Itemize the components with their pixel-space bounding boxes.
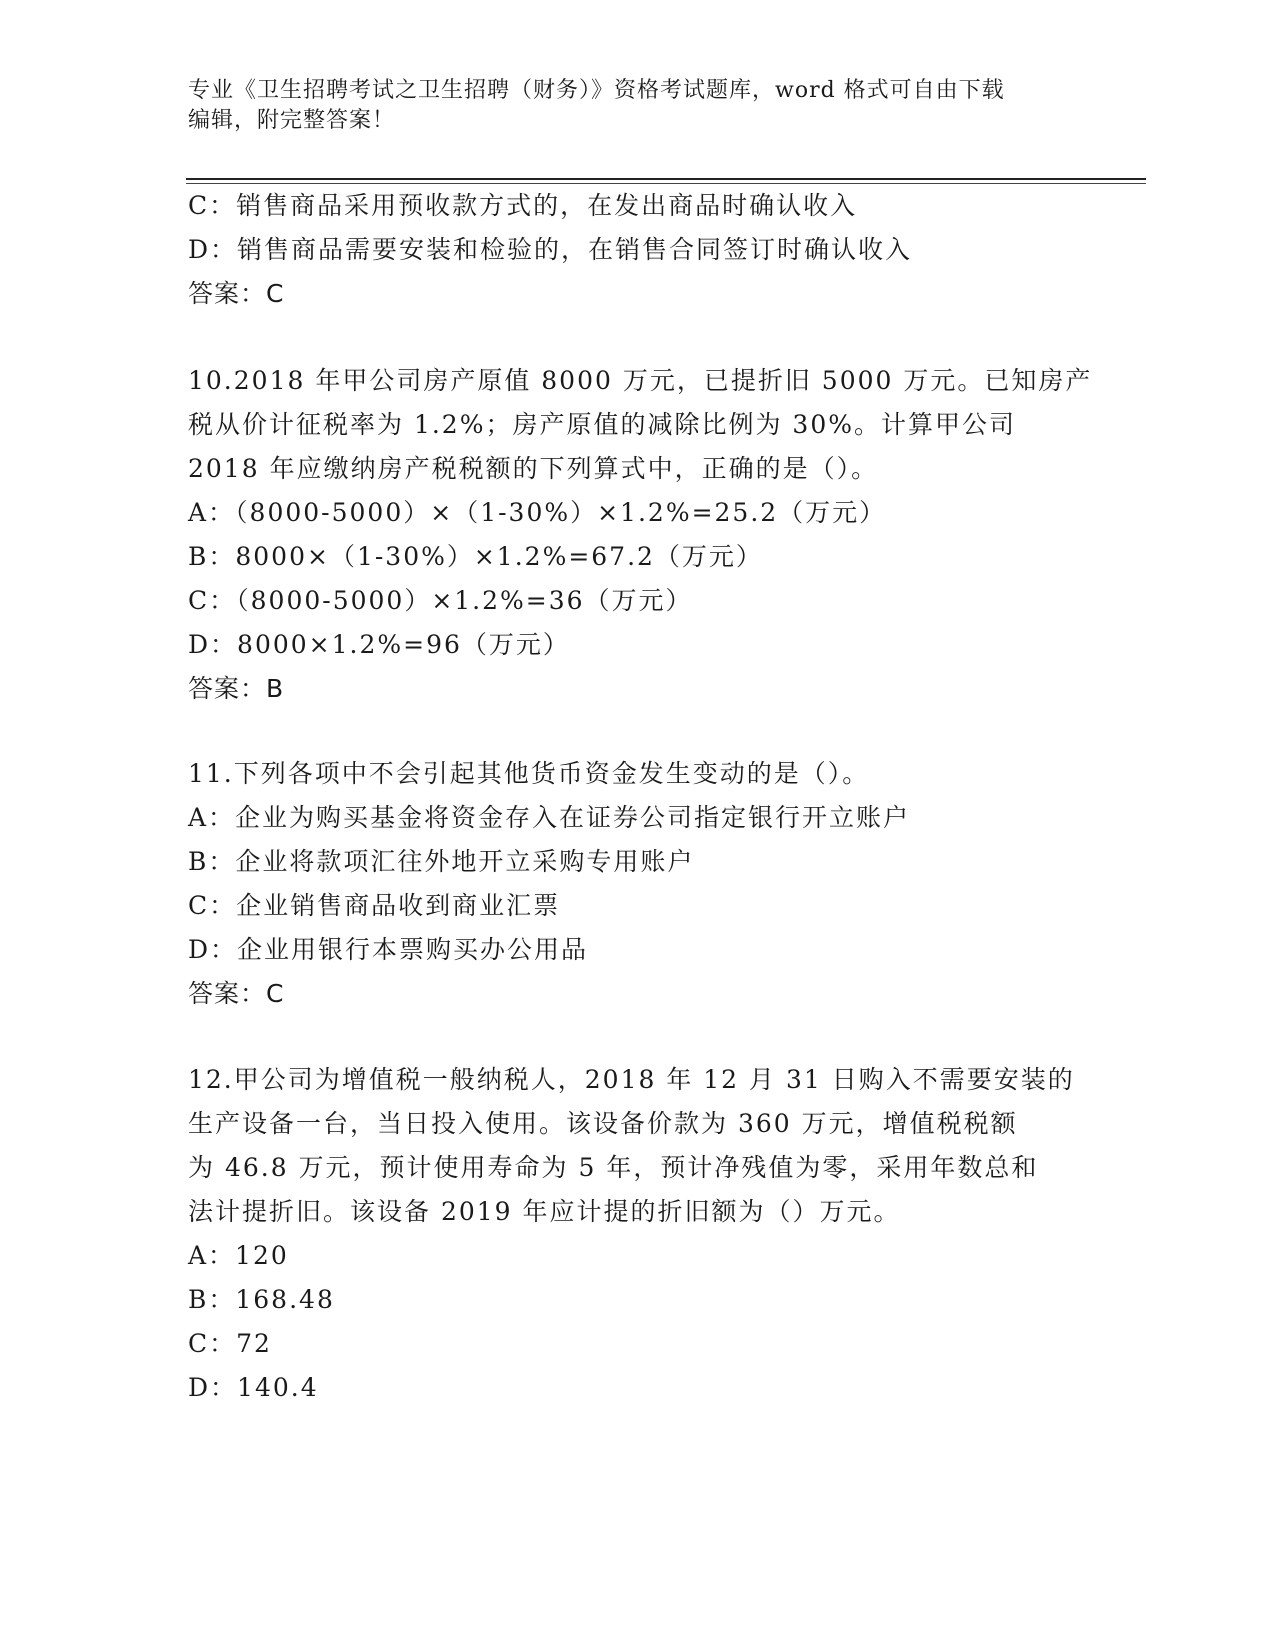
q10-option-b: B：8000×（1-30%）×1.2%=67.2（万元） [188,542,763,571]
q10-option-c: C：（8000-5000）×1.2%=36（万元） [188,586,693,615]
header-divider-thin [186,183,1146,184]
q10-stem-line-1: 10.2018 年甲公司房产原值 8000 万元，已提折旧 5000 万元。已知房产 [188,366,1093,395]
q9-option-d: D：销售商品需要安装和检验的，在销售合同签订时确认收入 [188,235,913,264]
document-header [188,76,1088,136]
q11-stem-line-1: 11.下列各项中不会引起其他货币资金发生变动的是（）。 [188,759,870,788]
q12-stem-line-1: 12.甲公司为增值税一般纳税人，2018 年 12 月 31 日购入不需要安装的 [188,1065,1075,1094]
q9-answer: 答案：C [188,279,285,308]
q10-option-d: D：8000×1.2%=96（万元） [188,630,570,659]
q12-option-a: A：120 [188,1241,289,1270]
q11-option-c: C：企业销售商品收到商业汇票 [188,891,561,920]
q10-option-a: A：（8000-5000）×（1-30%）×1.2%=25.2（万元） [188,498,887,527]
q11-answer: 答案：C [188,979,285,1008]
header-line-1: 专业《卫生招聘考试之卫生招聘（财务）》资格考试题库，word 格式可自由下载 [188,78,1005,103]
q12-stem-line-2: 生产设备一台，当日投入使用。该设备价款为 360 万元，增值税税额 [188,1109,1018,1138]
q11-option-d: D：企业用银行本票购买办公用品 [188,935,589,964]
q10-stem-line-3: 2018 年应缴纳房产税税额的下列算式中，正确的是（）。 [188,454,879,483]
q11-option-b: B：企业将款项汇往外地开立采购专用账户 [188,847,695,876]
q12-option-b: B：168.48 [188,1285,335,1314]
q9-option-c: C：销售商品采用预收款方式的，在发出商品时确认收入 [188,191,858,220]
q12-option-c: C：72 [188,1329,272,1358]
header-line-2: 编辑，附完整答案！ [188,108,396,133]
q10-stem-line-2: 税从价计征税率为 1.2%；房产原值的减除比例为 30%。计算甲公司 [188,410,1016,439]
q12-stem-line-3: 为 46.8 万元，预计使用寿命为 5 年，预计净残值为零，采用年数总和 [188,1153,1039,1182]
q10-answer: 答案：B [188,674,285,703]
q11-option-a: A：企业为购买基金将资金存入在证券公司指定银行开立账户 [188,803,911,832]
q12-option-d: D：140.4 [188,1373,319,1402]
q12-stem-line-4: 法计提折旧。该设备 2019 年应计提的折旧额为（）万元。 [188,1197,901,1226]
header-divider-thick [186,178,1146,180]
